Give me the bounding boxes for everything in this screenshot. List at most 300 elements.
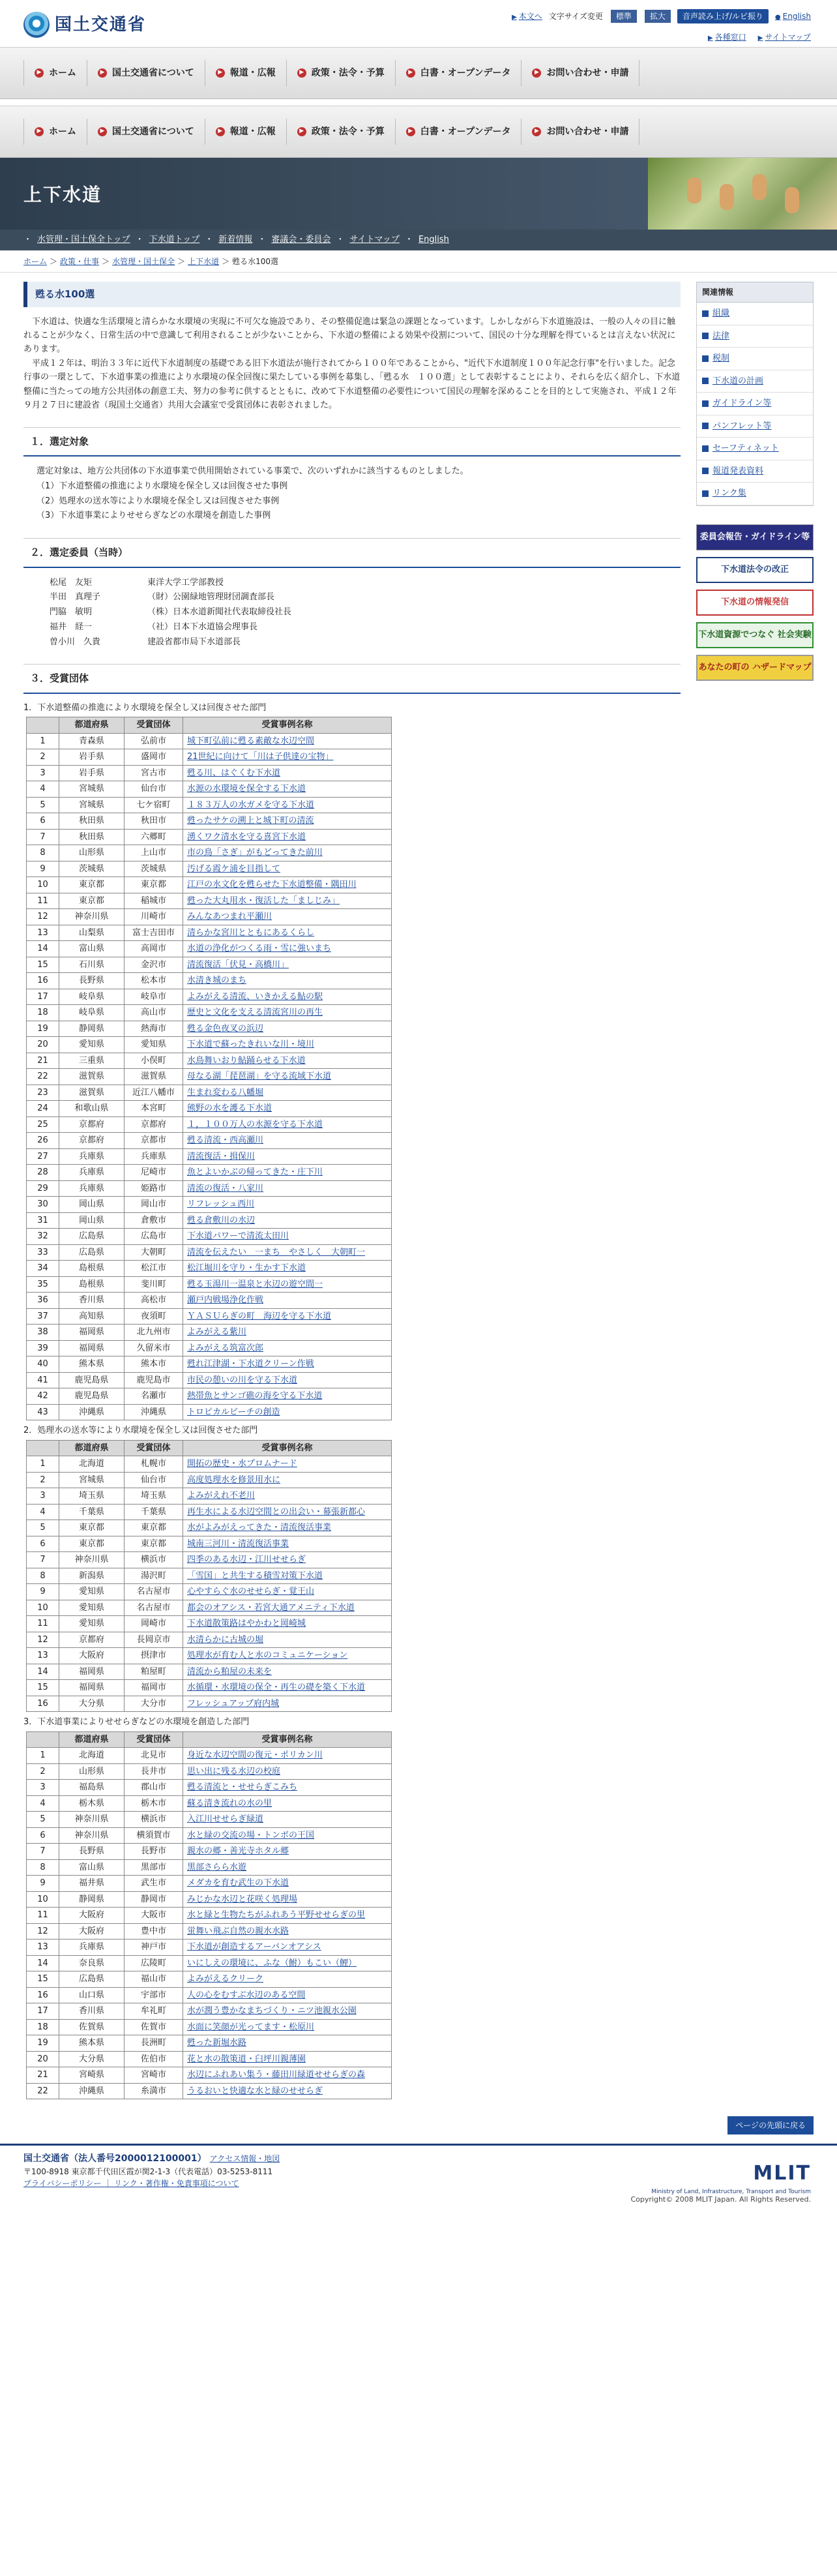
case-name-link[interactable]: 四季のある水辺・江川せせらぎ: [187, 1555, 306, 1565]
case-name-cell: [183, 1664, 392, 1680]
sep: ・: [135, 235, 144, 245]
awardee: 大分市: [125, 1696, 183, 1712]
case-name-link[interactable]: 親水の郷・善光寺ホタル郷: [187, 1846, 289, 1857]
copyright: Copyright© 2008 MLIT Japan. All Rights Reserved.: [630, 2194, 811, 2204]
row-number: 22: [27, 2083, 59, 2099]
table-row: [27, 1568, 392, 1584]
crumb-item[interactable]: ホーム: [23, 256, 48, 266]
table-row: [27, 1844, 392, 1860]
case-name-link[interactable]: 瀬戸内戦場浄化作戦: [187, 1295, 264, 1306]
case-name-link[interactable]: 城南三河川・清流復活事業: [187, 1538, 289, 1549]
table-row: [27, 733, 392, 749]
case-name-link[interactable]: 水と緑と生物たちがふれあう平野せせらぎの里: [187, 1910, 366, 1921]
case-name-link[interactable]: １８３万人の水ガメを守る下水道: [187, 800, 315, 810]
awardee: 尼崎市: [125, 1165, 183, 1181]
prefecture: 広島県: [59, 1971, 125, 1988]
table-row: [27, 749, 392, 766]
awardee: 武生市: [125, 1876, 183, 1892]
case-name-link[interactable]: 汚げる霞ケ浦を目指して: [187, 863, 281, 874]
case-name-link[interactable]: 下水道散策路はやかわと岡崎城: [187, 1619, 306, 1629]
case-name-link[interactable]: 水がよみがえってきた・清流復活事業: [187, 1523, 332, 1533]
table-row: [27, 1648, 392, 1664]
square-bullet-icon: [702, 355, 709, 362]
case-name-link[interactable]: みんなあつまれ平瀬川: [187, 912, 272, 922]
row-number: 7: [27, 829, 59, 845]
prefecture: 大分県: [59, 2051, 125, 2067]
prefecture: 福岡県: [59, 1680, 125, 1696]
prefecture: 千葉県: [59, 1504, 125, 1520]
awardee: 沖縄県: [125, 1404, 183, 1420]
awardee: 広陵町: [125, 1955, 183, 1971]
table-row: [27, 1664, 392, 1680]
case-name-link[interactable]: 水源の水環境を保全する下水道: [187, 784, 306, 794]
sidebar-item-label[interactable]: セーフティネット: [712, 443, 779, 453]
sidebar-item[interactable]: [697, 460, 813, 483]
prefecture: 青森県: [59, 733, 125, 749]
sidebar-item-label[interactable]: 報道発表資料: [712, 466, 764, 476]
case-name-cell: [183, 1488, 392, 1505]
case-name-link[interactable]: 下水道が創造するアーバンオアシス: [187, 1942, 321, 1953]
logo-text: 国土交通省: [55, 14, 147, 35]
row-number: 31: [27, 1212, 59, 1229]
subnav-link[interactable]: 下水道トップ: [149, 235, 200, 245]
prefecture: 兵庫県: [59, 1180, 125, 1197]
case-name-link[interactable]: うるおいと快適な水と緑のせせらぎ: [187, 2086, 323, 2096]
case-name-link[interactable]: 清流から粕屋の未来を: [187, 1666, 272, 1677]
site-footer: [0, 2144, 837, 2209]
nav-item-5[interactable]: [521, 119, 639, 145]
banner-law-revision[interactable]: 下水道法令の改正: [696, 557, 814, 583]
case-name-cell: [183, 909, 392, 925]
row-number: 20: [27, 2051, 59, 2067]
prefecture: 福島県: [59, 1780, 125, 1796]
sidebar-item[interactable]: [697, 370, 813, 393]
nav-bullet-icon: ▶: [35, 68, 44, 78]
case-name-link[interactable]: 清らかな宮川とともにあるくらし: [187, 927, 315, 938]
subnav-link[interactable]: 審議会・委員会: [271, 235, 331, 245]
awardee: 高山市: [125, 1005, 183, 1021]
case-name-link[interactable]: 水面に笑顔が光ってます・松原川: [187, 2022, 315, 2032]
globe-icon: ●: [774, 14, 781, 21]
font-large-button[interactable]: 拡大: [645, 10, 671, 23]
row-number: 15: [27, 1971, 59, 1988]
case-name-link[interactable]: 甦る清流・西高瀬川: [187, 1135, 264, 1146]
case-name-link[interactable]: よみがえる清流、いきかえる鮎の駅: [187, 991, 323, 1002]
subnav-link[interactable]: 新着情報: [218, 235, 253, 245]
row-number: 9: [27, 861, 59, 877]
nav-item-1[interactable]: [87, 60, 205, 86]
table-row: [27, 1812, 392, 1828]
nav-bullet-icon: ▶: [35, 127, 44, 136]
row-number: 13: [27, 1939, 59, 1956]
awardee: 横須賀市: [125, 1827, 183, 1844]
row-number: 11: [27, 1908, 59, 1924]
table-row: [27, 925, 392, 941]
case-name-link[interactable]: 開拓の歴史・水プロムナード: [187, 1459, 297, 1469]
awardee: 横浜市: [125, 1552, 183, 1568]
case-name-link[interactable]: みじかな水辺と花咲く処理場: [187, 1894, 298, 1904]
case-name-link[interactable]: いにしえの環境に、ふな（鮒）もこい（鯉）: [187, 1958, 357, 1968]
row-number: 29: [27, 1180, 59, 1197]
table-row: [27, 813, 392, 830]
awardee: 京都市: [125, 1133, 183, 1149]
nav-label: 国土交通省について: [112, 126, 194, 137]
table-header: 受賞団体: [125, 1440, 183, 1456]
case-name-link[interactable]: 甦る清流と・せせらぎこみち: [187, 1782, 298, 1793]
table-row: [27, 1696, 392, 1712]
arrow-icon: ▶: [757, 35, 763, 42]
case-name-link[interactable]: 水清き城のまち: [187, 976, 247, 986]
table-row: [27, 1197, 392, 1213]
banner-hazard-map[interactable]: あなたの町の ハザードマップ: [696, 655, 814, 681]
awardee: 高松市: [125, 1293, 183, 1309]
sidebar-item-label[interactable]: パンフレット等: [712, 421, 772, 431]
case-name-link[interactable]: 甦ったサケの溯上と城下町の清流: [187, 816, 314, 826]
case-name-link[interactable]: 生まれ変わる八幡堀: [187, 1087, 264, 1098]
table-row: [27, 1053, 392, 1069]
prefecture: 鹿児島県: [59, 1388, 125, 1405]
case-name-link[interactable]: 再生水による水辺空間との出会い・幕張新都心: [187, 1506, 366, 1517]
crumb-sep: ＞: [50, 256, 58, 266]
case-name-link[interactable]: 「雪国」と共生する積雪対策下水道: [187, 1570, 323, 1581]
prefecture: 長野県: [59, 1844, 125, 1860]
sidebar-item[interactable]: [697, 348, 813, 370]
case-name-cell: [183, 1388, 392, 1405]
case-name-link[interactable]: よみがえる紫川: [187, 1327, 247, 1338]
table-header: [27, 1440, 59, 1456]
case-name-cell: [183, 845, 392, 861]
case-name-link[interactable]: 人の心をむすぶ水辺のある空間: [187, 1990, 306, 2000]
table-header-row: [27, 1440, 392, 1456]
case-name-cell: [183, 2083, 392, 2099]
case-name-link[interactable]: 都会のオアシス・若宮大通アメニティ下水道: [187, 1602, 355, 1613]
prefecture: 大阪府: [59, 1648, 125, 1664]
case-name-link[interactable]: 清流の復活・八家川: [187, 1183, 264, 1193]
skip-to-content-link[interactable]: [512, 10, 542, 22]
sidebar-item-label[interactable]: リンク集: [712, 488, 746, 498]
page-title: 甦る水100選: [23, 282, 681, 307]
sidebar-item[interactable]: [697, 325, 813, 348]
table-header-row: [27, 1731, 392, 1748]
awardee: 熱海市: [125, 1021, 183, 1037]
awardee: 横浜市: [125, 1812, 183, 1828]
prefecture: 大阪府: [59, 1908, 125, 1924]
case-name-cell: [183, 1037, 392, 1053]
awardee: 滋賀県: [125, 1069, 183, 1085]
case-name-cell: [183, 1005, 392, 1021]
nav-item-3[interactable]: [287, 119, 396, 145]
table-row: [27, 1293, 392, 1309]
prefecture: 滋賀県: [59, 1069, 125, 1085]
case-name-cell: [183, 1648, 392, 1664]
member-name: 半田 真理子: [50, 592, 101, 603]
member-name: 松尾 友矩: [50, 577, 93, 588]
table-row: [27, 2003, 392, 2020]
prefecture: 山形県: [59, 845, 125, 861]
case-name-link[interactable]: 甦る玉湯川一温泉と水辺の遊空間一: [187, 1279, 323, 1289]
table-row: [27, 1005, 392, 1021]
footer-policy-links[interactable]: プライバシーポリシー ｜ リンク・著作権・免責事項について: [23, 2179, 239, 2189]
sidebar-item-label[interactable]: ガイドライン等: [712, 398, 772, 408]
row-number: 43: [27, 1404, 59, 1420]
case-name-link[interactable]: 熱帯魚とサンゴ礁の海を守る下水道: [187, 1391, 323, 1401]
case-name-link[interactable]: 身近な水辺空間の復元・ポリカン川: [187, 1750, 323, 1761]
nav-item-0[interactable]: [23, 60, 87, 86]
case-name-link[interactable]: 歴史と文化を支える清流宮川の再生: [187, 1008, 323, 1018]
case-name-link[interactable]: 下水道で蘇ったきれいな川・境川: [187, 1040, 315, 1050]
skip-label: 本文へ: [518, 12, 542, 21]
prefecture: 北海道: [59, 1456, 125, 1473]
table-header: 受賞事例名称: [183, 1731, 392, 1748]
prefecture: 香川県: [59, 2003, 125, 2020]
case-name-link[interactable]: 甦れ江津湖・下水道クリーン作戦: [187, 1359, 314, 1370]
sitemap-link[interactable]: [758, 31, 811, 43]
case-name-link[interactable]: 蘇る清き流れの水の里: [187, 1798, 272, 1808]
table-row: [27, 1795, 392, 1812]
banner-info-dissemination[interactable]: 下水道の情報発信: [696, 590, 814, 616]
case-name-link[interactable]: 清流復活「伏見・高橋川」: [187, 959, 289, 970]
nav-item-5[interactable]: [521, 60, 639, 86]
case-name-link[interactable]: 母なる湖「琵琶湖」を守る流域下水道: [187, 1071, 332, 1082]
row-number: 11: [27, 893, 59, 909]
case-name-link[interactable]: 下水道パワーで清流太田川: [187, 1231, 289, 1242]
awardee: 斐川町: [125, 1276, 183, 1293]
case-name-link[interactable]: 甦った新堀水路: [187, 2038, 247, 2048]
member-name: 門脇 敏明: [50, 607, 93, 618]
table-row: [27, 1165, 392, 1181]
voice-ruby-button[interactable]: 音声読み上げ/ルビ振り: [677, 9, 769, 23]
font-standard-button[interactable]: 標準: [611, 10, 637, 23]
prefecture: 岡山県: [59, 1212, 125, 1229]
awardee: 高岡市: [125, 941, 183, 957]
case-name-link[interactable]: 甦る金色夜叉の浜辺: [187, 1023, 264, 1034]
awardee: 茨城県: [125, 861, 183, 877]
member-name: 福井 経一: [50, 622, 93, 632]
awardee: 郡山市: [125, 1780, 183, 1796]
banner-photo: [648, 158, 837, 230]
case-name-link[interactable]: 思い出に残る水辺の校庭: [187, 1766, 281, 1776]
prefecture: 沖縄県: [59, 2083, 125, 2099]
table-row: [27, 1085, 392, 1101]
case-name-link[interactable]: 水循環・水環境の保全・再生の礎を築く下水道: [187, 1683, 366, 1693]
table-header: [27, 717, 59, 734]
case-name-link[interactable]: 処理水が育む人と水のコミュニケーション: [187, 1651, 348, 1661]
case-name-cell: [183, 1795, 392, 1812]
case-name-cell: [183, 1180, 392, 1197]
nav-item-4[interactable]: [396, 119, 522, 145]
awardee: 黒部市: [125, 1859, 183, 1876]
banner-social-experiment[interactable]: 下水道資源でつなぐ 社会実験: [696, 622, 814, 648]
table-row: [27, 1372, 392, 1388]
case-name-link[interactable]: 市民の憩いの川を守る下水道: [187, 1375, 298, 1385]
main-content: [23, 282, 681, 2099]
case-name-cell: [183, 1812, 392, 1828]
case-name-link[interactable]: 江戸の水文化を甦らせた下水道整備・隅田川: [187, 880, 357, 890]
case-name-link[interactable]: 水清らかに古城の堀: [187, 1634, 264, 1645]
english-link[interactable]: [775, 10, 811, 22]
awardee: 佐賀市: [125, 2019, 183, 2035]
table-header: 都道府県: [59, 717, 125, 734]
case-name-cell: [183, 1308, 392, 1325]
case-name-link[interactable]: 熊野の水を護る下水道: [187, 1103, 272, 1114]
prefecture: 神奈川県: [59, 909, 125, 925]
case-name-link[interactable]: フレッシュアップ府内城: [187, 1698, 280, 1709]
back-to-top-button[interactable]: ページの先頭に戻る: [727, 2116, 814, 2134]
table-row: [27, 1748, 392, 1764]
case-name-cell: [183, 1293, 392, 1309]
case-name-link[interactable]: リフレッシュ西川: [187, 1199, 255, 1210]
member-row: [50, 605, 681, 620]
prefecture: 愛知県: [59, 1616, 125, 1632]
row-number: 42: [27, 1388, 59, 1405]
sidebar-item[interactable]: [697, 438, 813, 460]
case-name-cell: [183, 1600, 392, 1616]
case-name-link[interactable]: 甦る倉敷川の水辺: [187, 1215, 256, 1225]
sep: ・: [336, 235, 345, 245]
awardee: 糸満市: [125, 2083, 183, 2099]
case-name-link[interactable]: 清流復活・揖保川: [187, 1151, 256, 1161]
case-name-cell: [183, 1101, 392, 1117]
subnav-link[interactable]: サイトマップ: [349, 235, 400, 245]
table-header: 受賞事例名称: [183, 717, 392, 734]
prefecture: 滋賀県: [59, 1085, 125, 1101]
case-name-link[interactable]: 水と緑の交流の場・トンボの王国: [187, 1830, 315, 1840]
footer-logo: [651, 2159, 811, 2197]
case-name-link[interactable]: 黒部さらら水遊: [187, 1862, 247, 1872]
prefecture: 宮城県: [59, 781, 125, 798]
crumb-item[interactable]: 政策・仕事: [60, 256, 100, 266]
case-name-link[interactable]: 21世紀に向けて「川は子供達の宝物」: [187, 752, 334, 762]
case-name-link[interactable]: よみがえる筑富次郎: [187, 1343, 264, 1353]
case-name-link[interactable]: 清流を伝えたい 一まち やさしく 大朝町一: [187, 1247, 366, 1257]
footer-access-link[interactable]: アクセス情報・地図: [209, 2154, 280, 2164]
access-link[interactable]: [708, 31, 746, 43]
table-row: [27, 1148, 392, 1165]
awardee: 盛岡市: [125, 749, 183, 766]
nav-item-0[interactable]: [23, 119, 87, 145]
intro-paragraph: 下水道は、快適な生活環境と清らかな水環境の実現に不可欠な施設であり、その整備促進は緊急の課題となっています。しかしながら下水道施設は、一般の人々の目に触れることが少なく、日常生活の中で意識して利用されることが少ないことから、下水道の整備による効果や役割について、国民の十分な理解を得ているとは言えない状況にあります。: [23, 316, 676, 355]
site-logo[interactable]: [23, 12, 146, 38]
awardee: 岐阜市: [125, 989, 183, 1005]
case-name-link[interactable]: 市の鳥「さぎ」がもどってきた前川: [187, 848, 323, 858]
prefecture: 広島県: [59, 1229, 125, 1245]
nav-item-1[interactable]: [87, 119, 205, 145]
nav-item-2[interactable]: [205, 60, 287, 86]
table-row: [27, 941, 392, 957]
case-name-link[interactable]: 城下町弘前に甦る素敵な水辺空間: [187, 736, 315, 746]
case-name-link[interactable]: よみがえるクリーク: [187, 1974, 264, 1984]
prefecture: 宮崎県: [59, 2067, 125, 2084]
sidebar-item[interactable]: [697, 483, 813, 505]
case-name-cell: [183, 877, 392, 893]
prefecture: 茨城県: [59, 861, 125, 877]
table-row: [27, 1552, 392, 1568]
awardee: 富士吉田市: [125, 925, 183, 941]
case-name-link[interactable]: 水鳥舞いおり鮎踊らせる下水道: [187, 1055, 306, 1066]
sidebar-item[interactable]: [697, 415, 813, 438]
case-name-cell: [183, 2067, 392, 2084]
sidebar-item[interactable]: [697, 303, 813, 325]
nav-item-2[interactable]: [205, 119, 287, 145]
case-name-link[interactable]: 心やすらぐ水のせせらぎ・覚王山: [187, 1587, 315, 1597]
table-row: [27, 2051, 392, 2067]
crumb-item[interactable]: 水管理・国土保全: [112, 256, 175, 266]
sidebar-list: [696, 303, 814, 506]
case-name-link[interactable]: 松江堀川を守り・生かす下水道: [187, 1263, 306, 1274]
row-number: 1: [27, 1748, 59, 1764]
awardee: 豊中市: [125, 1923, 183, 1939]
nav-bullet-icon: ▶: [406, 127, 415, 136]
table-row: [27, 1116, 392, 1133]
case-name-link[interactable]: 甦る川、はぐくむ下水道: [187, 768, 281, 778]
subnav-link[interactable]: 水管理・国土保全トップ: [37, 235, 130, 245]
sidebar-item-label[interactable]: 下水道の計画: [712, 376, 764, 386]
prefecture: 富山県: [59, 1859, 125, 1876]
subnav-link[interactable]: English: [418, 235, 449, 245]
member-affiliation: （株）日本水道新聞社代表取締役社長: [147, 607, 292, 618]
table-row: [27, 861, 392, 877]
case-name-link[interactable]: 甦った大丸用水・復活した「ましじみ」: [187, 895, 340, 906]
table-row: [27, 2019, 392, 2035]
case-name-link[interactable]: 入江川せせらぎ緑道: [187, 1814, 264, 1825]
nav-bullet-icon: ▶: [532, 68, 541, 78]
banner-committee-reports[interactable]: 委員会報告・ガイドライン等: [696, 524, 814, 550]
prefecture: 愛知県: [59, 1037, 125, 1053]
row-number: 3: [27, 1488, 59, 1505]
case-name-cell: [183, 1372, 392, 1388]
table-row: [27, 829, 392, 845]
nav-item-4[interactable]: [396, 60, 522, 86]
sitemap-label: サイトマップ: [765, 33, 811, 42]
sidebar-item[interactable]: [697, 393, 813, 415]
prefecture: 長野県: [59, 973, 125, 989]
table-row: [27, 1261, 392, 1277]
case-name-link[interactable]: 湧くワク清水を守る喜宮下水道: [187, 831, 306, 842]
sidebar-item-label[interactable]: 法律: [712, 331, 730, 341]
site-header: [0, 0, 837, 47]
case-name-cell: [183, 1261, 392, 1277]
case-name-link[interactable]: トロピカルビーチの創造: [187, 1407, 280, 1417]
case-name-link[interactable]: 魚とよいかぶの帰ってきた・庄下川: [187, 1167, 323, 1178]
case-name-cell: [183, 1340, 392, 1356]
case-name-link[interactable]: 花と水の散策道・臼坪川親薄園: [187, 2054, 306, 2064]
case-name-link[interactable]: 蛍舞い飛ぶ自然の親水水路: [187, 1926, 289, 1936]
nav-bullet-icon: ▶: [406, 68, 415, 78]
case-name-link[interactable]: よみがえれ不老川: [187, 1491, 256, 1501]
sidebar-item-label[interactable]: 組織: [712, 308, 730, 318]
case-name-cell: [183, 1356, 392, 1373]
crumb-item[interactable]: 上下水道: [188, 256, 220, 266]
prefecture: 佐賀県: [59, 2019, 125, 2035]
awardee: 福山市: [125, 1971, 183, 1988]
sidebar-item-label[interactable]: 税制: [712, 353, 730, 363]
case-name-link[interactable]: 高度処理水を修景用水に: [187, 1475, 281, 1485]
case-name-link[interactable]: 水辺にふれあい集う・藤田川緑道せせらぎの森: [187, 2070, 366, 2080]
case-name-link[interactable]: ＹＡＳＵらぎの町 海辺を守る下水道: [187, 1311, 332, 1321]
case-name-link[interactable]: メダカを育む武生の下水道: [187, 1878, 289, 1889]
row-number: 9: [27, 1876, 59, 1892]
table-row: [27, 1616, 392, 1632]
prefecture: 熊本県: [59, 2035, 125, 2052]
case-name-cell: [183, 1165, 392, 1181]
awardee: 秋田市: [125, 813, 183, 830]
case-name-link[interactable]: １，１００万人の水源を守る下水道: [187, 1119, 323, 1130]
case-name-link[interactable]: 水が潤う豊かなまちづくり・ニツ池親水公園: [187, 2006, 357, 2016]
row-number: 35: [27, 1276, 59, 1293]
nav-item-3[interactable]: [287, 60, 396, 86]
row-number: 15: [27, 957, 59, 973]
case-name-link[interactable]: 水道の浄化がつくる雨・雪に強いまち: [187, 944, 332, 954]
